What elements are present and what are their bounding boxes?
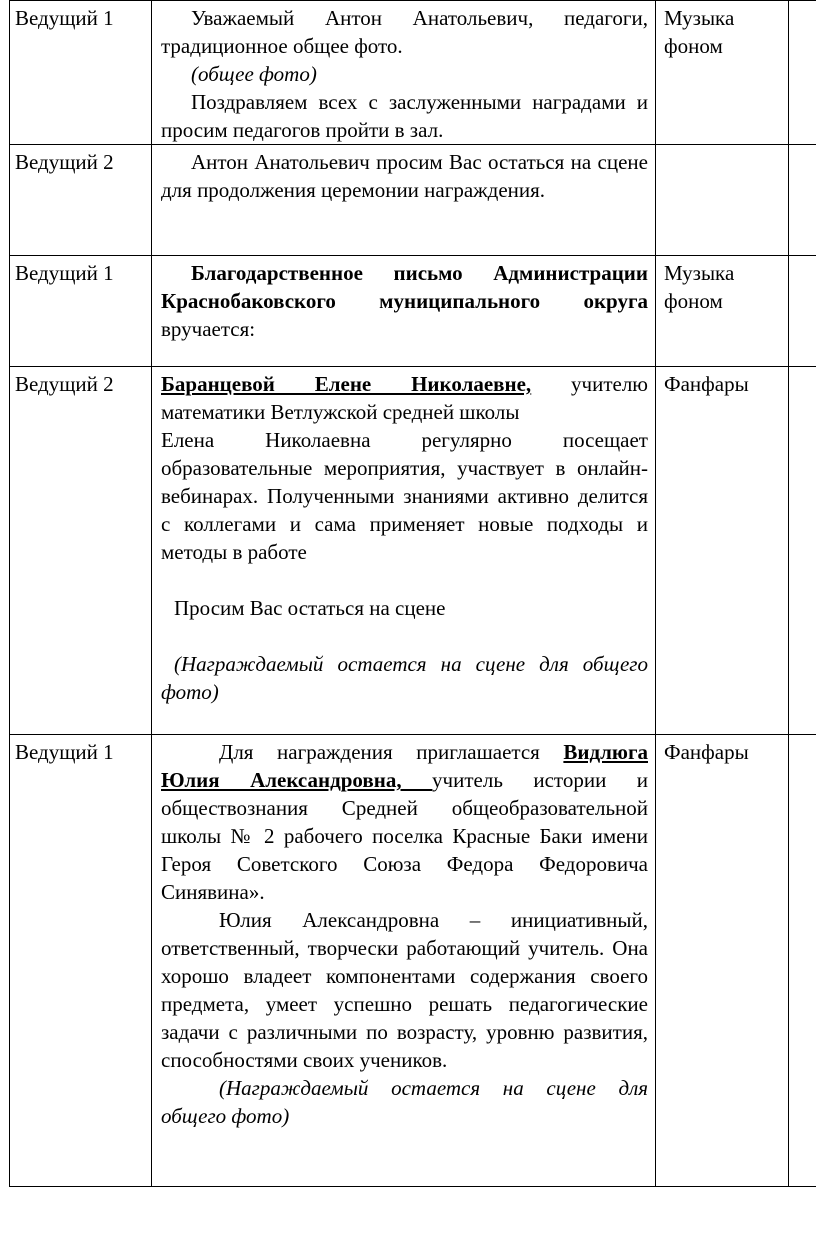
- content-paragraph: [161, 370, 648, 426]
- table-row: [10, 735, 816, 1187]
- content-paragraph: Просим Вас остаться на сцене: [174, 596, 446, 620]
- stage-direction: (Награждаемый остается на сцене для общего фото): [161, 652, 648, 704]
- speaker-cell: Ведущий 2: [10, 145, 152, 256]
- content-paragraph: [161, 738, 648, 906]
- music-cell: [656, 145, 789, 256]
- content-cell: [152, 735, 656, 1187]
- awardee-name: Видлюга Юлия Александровна,: [161, 740, 648, 792]
- stage-direction: (Награждаемый остается на сцене для общего фото): [161, 1076, 648, 1128]
- empty-cell: [789, 145, 816, 256]
- award-title-tail: вручается:: [161, 317, 256, 341]
- speaker-cell: Ведущий 1: [10, 256, 152, 367]
- awardee-name: Баранцевой Елене Николаевне,: [161, 372, 532, 396]
- content-paragraph: Юлия Александровна – инициативный, ответственный, творчески работающий учитель. Она хорошо владеет компонентами содержания своего предмета, умеет успешно решать педагогические задачи с различными по возрасту, уровню развития, способностями своих учеников.: [161, 908, 648, 1072]
- content-cell: [152, 256, 656, 367]
- table-row: [10, 256, 816, 367]
- music-cell: Музыка фоном: [656, 1, 789, 145]
- speaker-cell: Ведущий 2: [10, 367, 152, 735]
- content-paragraph: Уважаемый Антон Анатольевич, педагоги, традиционное общее фото.: [161, 6, 648, 58]
- table-row: [10, 145, 816, 256]
- content-cell: [152, 1, 656, 145]
- content-paragraph: Елена Николаевна регулярно посещает образовательные мероприятия, участвует в онлайн-вебинарах. Полученными знаниями активно делится с коллегами и сама применяет новые подходы и методы в работе: [161, 428, 648, 564]
- music-cell: Фанфары: [656, 735, 789, 1187]
- table-row: [10, 367, 816, 735]
- empty-cell: [789, 256, 816, 367]
- content-cell: [152, 145, 656, 256]
- awardee-role: учитель истории и обществознания Средней общеобразовательной школы № 2 рабочего поселка Красные Баки имени Героя Советского Союза Федора Федоровича Синявина».: [161, 768, 649, 904]
- invitation-text: Для награждения приглашается: [219, 740, 564, 764]
- stage-direction: (общее фото): [191, 62, 317, 86]
- empty-cell: [789, 367, 816, 735]
- content-paragraph: [161, 259, 648, 343]
- content-cell: [152, 367, 656, 735]
- content-paragraph: Антон Анатольевич просим Вас остаться на сцене для продолжения церемонии награждения.: [161, 150, 648, 202]
- table-row: [10, 1, 816, 145]
- speaker-cell: Ведущий 1: [10, 735, 152, 1187]
- awardee-role: учителю математики Ветлужской средней школы: [161, 372, 648, 424]
- empty-cell: [789, 735, 816, 1187]
- award-title: Благодарственное письмо Администрации Краснобаковского муниципального округа: [161, 261, 648, 313]
- content-paragraph: Поздравляем всех с заслуженными наградами и просим педагогов пройти в зал.: [161, 90, 648, 142]
- speaker-cell: Ведущий 1: [10, 1, 152, 145]
- ceremony-script-table: [9, 0, 816, 1187]
- music-cell: Фанфары: [656, 367, 789, 735]
- empty-cell: [789, 1, 816, 145]
- music-cell: Музыка фоном: [656, 256, 789, 367]
